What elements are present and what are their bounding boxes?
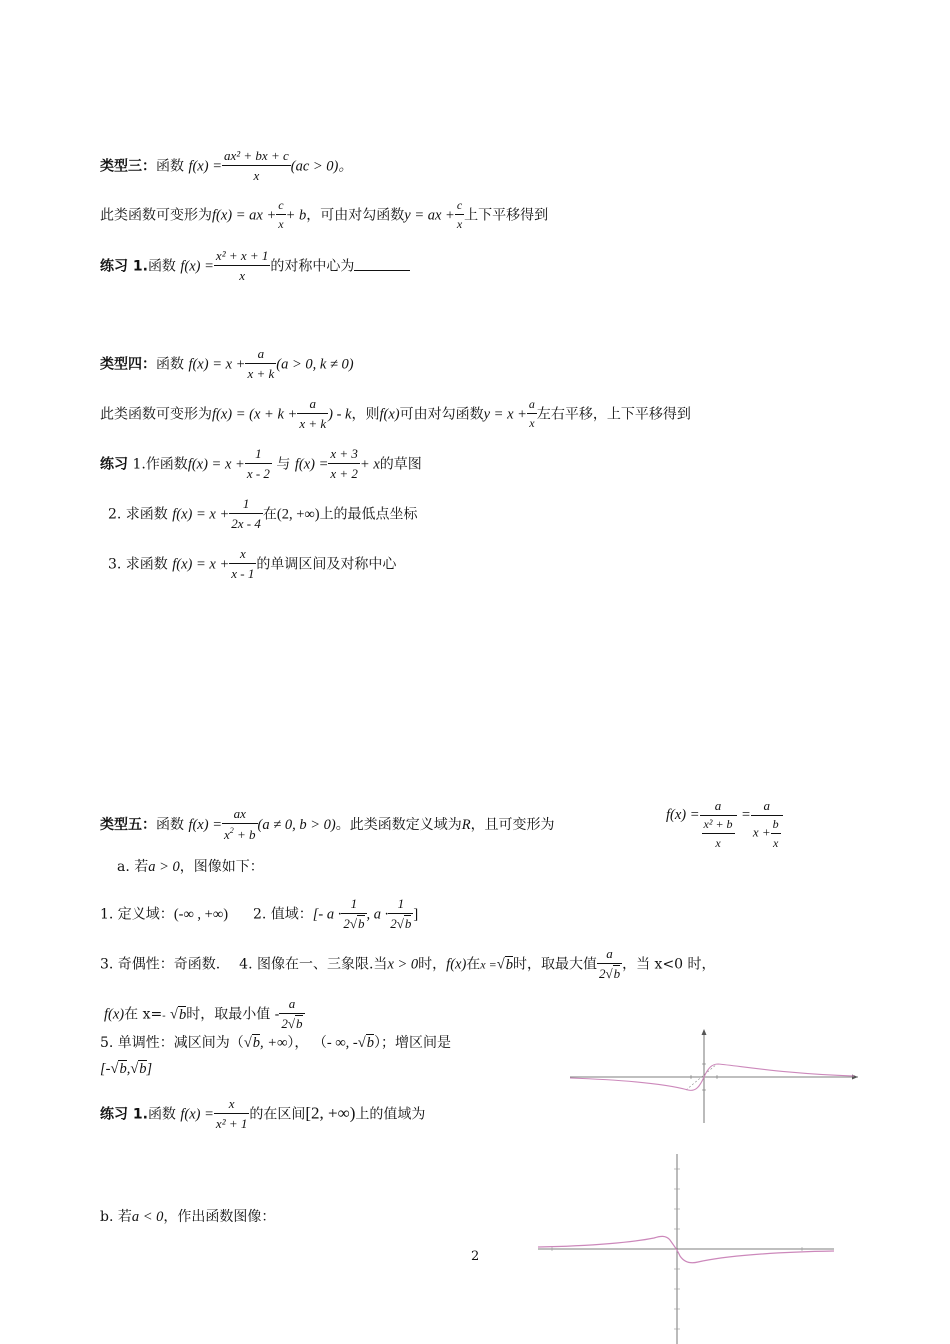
type4-heading: 类型四： (100, 356, 156, 373)
type5-exercise-1: 练习 1.函数 f(x) = $\frac{x}{\text{x² + 1}}$ 的在区间[2, +∞)上的值域为 (100, 1096, 426, 1131)
x-axis-arrow (852, 1075, 858, 1080)
type4-transform-line: 此类函数可变形为f(x) = (x + k + $\frac{a}{x + k}$ ) - k，则f(x)可由对勾函数y = x + $\frac{a}{x}$ 左右平移，上下平移得到 (100, 396, 691, 431)
curve-a-negative (538, 1236, 834, 1262)
type5-formula-line: 类型五：函数 f(x) = $\frac{ax}{x^2 + b}$ (a ≠ 0, b > 0)。此类函数定义域为R，且可变形为 (100, 806, 555, 842)
property-1-2: 1. 定义域：(-∞ , +∞) 2. 值域：[- a · $\frac{1}{2√b}$ , a · $\frac{1}{2√b}$ ] (100, 896, 419, 931)
type4-formula-line: 类型四：函数 f(x) = x + $\frac{a}{x + k}$ (a > 0, k ≠ 0) (100, 346, 354, 381)
type3-fraction: $\frac{\text{ax² + bx + c}}{x}$ (223, 148, 289, 183)
answer-blank[interactable] (354, 270, 410, 271)
graph-a-positive (566, 1026, 862, 1126)
type3-formula-line: 类型三：函数 f(x) = $\frac{\text{ax² + bx + c}}{x}$ (ac > 0)。 (100, 148, 353, 183)
type4-exercise-3: 3. 求函数 f(x) = x + $\frac{x}{x - 1}$ 的单调区间及对称中心 (108, 546, 397, 581)
graph-a-negative (534, 1152, 840, 1344)
case-b-line: b. 若a < 0，作出函数图像： (100, 1209, 276, 1225)
type3-exercise-1: 练习 1.函数 f(x) = $\frac{\text{x² + x + 1}}{x}$ 的对称中心为 (100, 250, 410, 283)
property-5: 5. 单调性：减区间为（√b, +∞）， （- ∞, -√b）；增区间是 (100, 1035, 451, 1051)
type4-exercise-2: 2. 求函数 f(x) = x + $\frac{1}{2x - 4}$ 在(2, +∞)上的最低点坐标 (108, 496, 418, 531)
type3-heading: 类型三： (100, 158, 156, 175)
type5-heading: 类型五： (100, 817, 156, 833)
type4-exercise-1: 练习 1.作函数f(x) = x + $\frac{1}{x - 2}$ 与 f(x) = $\frac{x + 3}{x + 2}$ + x的草图 (100, 446, 422, 481)
property-4-continued: f(x)在 x=- √b时，取最小值 - $\frac{a}{2√b}$ (104, 996, 303, 1031)
property-5-increase-interval: [-√b,√b] (100, 1061, 153, 1077)
property-3-4: 3. 奇偶性：奇函数. 4. 图像在一、三象限.当x > 0时，f(x)在x =√b时，取最大值 $\frac{a}{2√b}$ ，当 x<0 时， (100, 946, 716, 981)
case-a-line: a. 若a > 0，图像如下： (117, 859, 264, 875)
page-number: 2 (471, 1249, 480, 1264)
y-axis-arrow (702, 1029, 707, 1035)
type3-transform-line: 此类函数可变形为f(x) = ax + $\frac{c}{x}$ + b，可由对勾函数y = ax + $\frac{c}{x}$ 上下平移得到 (100, 198, 549, 231)
type5-complex-fraction: f(x) = $\frac{a}{\frac{\text{x² + b}}{x}}$ = a x + $\frac{b}{x}$ (666, 790, 783, 840)
